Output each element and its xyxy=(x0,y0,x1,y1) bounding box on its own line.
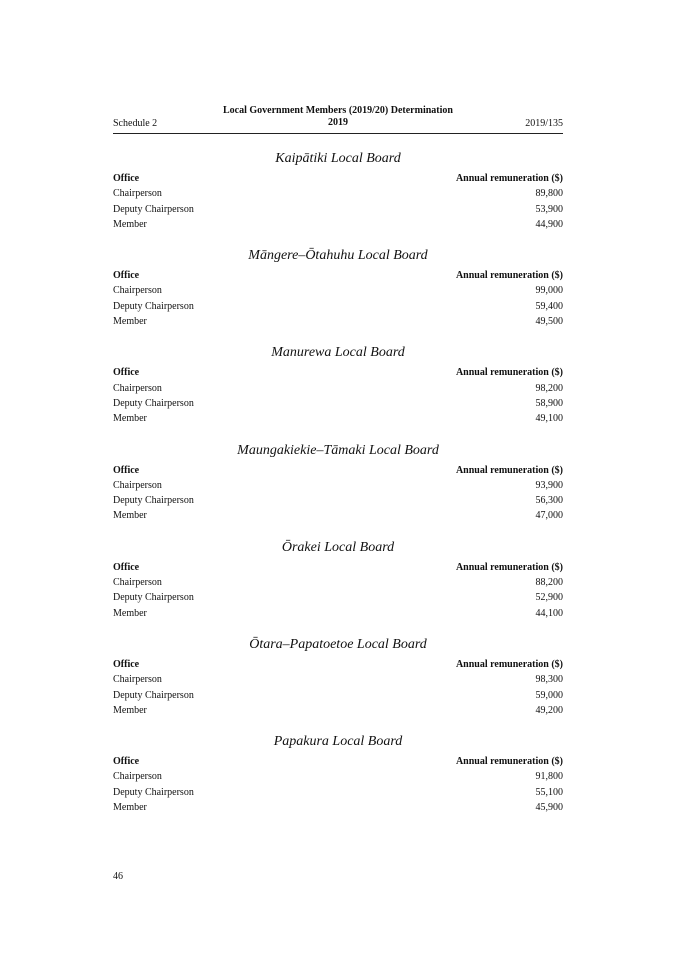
document-title xyxy=(113,105,563,129)
amount-cell: 56,300 xyxy=(535,495,563,507)
office-cell: Member xyxy=(113,704,147,716)
table-row xyxy=(113,396,563,411)
schedule-label: Schedule 2 xyxy=(113,118,158,129)
table-row xyxy=(113,283,563,298)
office-cell: Deputy Chairperson xyxy=(113,689,194,701)
office-cell: Deputy Chairperson xyxy=(113,786,194,798)
office-cell: Chairperson xyxy=(113,479,162,491)
office-column-header: Office xyxy=(113,561,140,573)
office-cell: Chairperson xyxy=(113,674,162,686)
table-row xyxy=(113,411,563,426)
amount-cell: 91,800 xyxy=(535,771,563,783)
table-row xyxy=(113,202,563,217)
document-title-line1: Local Government Members (2019/20) Determination xyxy=(223,105,453,116)
amount-cell: 98,200 xyxy=(535,382,563,394)
page-number: 46 xyxy=(113,871,123,882)
table-row xyxy=(113,590,563,605)
table-row xyxy=(113,606,563,621)
board-papakura xyxy=(113,732,563,815)
remuneration-tables xyxy=(113,149,563,829)
remuneration-column-header: Annual remuneration ($) xyxy=(455,561,563,573)
table-row xyxy=(113,478,563,493)
board-title: Papakura Local Board xyxy=(273,734,403,750)
board-mangere-otahuhu xyxy=(113,246,563,329)
office-cell: Member xyxy=(113,413,147,425)
office-column-header: Office xyxy=(113,367,140,379)
office-cell: Chairperson xyxy=(113,577,162,589)
document-number: 2019/135 xyxy=(525,118,563,129)
office-column-header: Office xyxy=(113,658,140,670)
board-title: Maungakiekie–Tāmaki Local Board xyxy=(237,442,439,458)
office-cell: Chairperson xyxy=(113,771,162,783)
board-maungakiekie-tamaki xyxy=(113,441,563,524)
amount-cell: 59,000 xyxy=(535,689,563,701)
table-row xyxy=(113,703,563,718)
board-kaipatiki xyxy=(113,149,563,232)
amount-cell: 98,300 xyxy=(535,674,563,686)
table-header-row xyxy=(113,560,563,575)
office-cell: Deputy Chairperson xyxy=(113,592,194,604)
office-cell: Deputy Chairperson xyxy=(113,397,194,409)
office-cell: Chairperson xyxy=(113,188,162,200)
office-cell: Member xyxy=(113,607,147,619)
board-orakei xyxy=(113,538,563,621)
table-row xyxy=(113,493,563,508)
amount-cell: 93,900 xyxy=(535,479,563,491)
document-title-line2: 2019 xyxy=(328,117,348,128)
amount-cell: 47,000 xyxy=(535,510,563,522)
amount-cell: 55,100 xyxy=(535,786,563,798)
table-row xyxy=(113,688,563,703)
office-column-header: Office xyxy=(113,270,140,282)
office-column-header: Office xyxy=(113,173,140,184)
table-row xyxy=(113,314,563,329)
table-row xyxy=(113,575,563,590)
office-cell: Deputy Chairperson xyxy=(113,300,194,312)
amount-cell: 58,900 xyxy=(535,397,563,409)
board-title: Manurewa Local Board xyxy=(271,345,405,361)
office-cell: Deputy Chairperson xyxy=(113,495,194,507)
amount-cell: 49,500 xyxy=(535,316,563,328)
amount-cell: 49,100 xyxy=(535,413,563,425)
remuneration-column-header: Annual remuneration ($) xyxy=(455,756,563,768)
board-title: Māngere–Ōtahuhu Local Board xyxy=(248,248,428,264)
office-cell: Chairperson xyxy=(113,382,162,394)
table-row xyxy=(113,769,563,784)
office-column-header: Office xyxy=(113,756,140,768)
office-cell: Member xyxy=(113,316,147,328)
remuneration-column-header: Annual remuneration ($) xyxy=(455,270,563,282)
table-header-row xyxy=(113,268,563,283)
remuneration-column-header: Annual remuneration ($) xyxy=(455,367,563,379)
table-row xyxy=(113,800,563,815)
running-header xyxy=(113,105,563,134)
table-row xyxy=(113,672,563,687)
amount-cell: 99,000 xyxy=(535,285,563,297)
board-manurewa xyxy=(113,343,563,426)
table-row xyxy=(113,186,563,201)
amount-cell: 44,100 xyxy=(535,607,563,619)
table-header-row xyxy=(113,754,563,769)
office-cell: Deputy Chairperson xyxy=(113,203,194,215)
table-row xyxy=(113,299,563,314)
office-cell: Chairperson xyxy=(113,285,162,297)
table-row xyxy=(113,508,563,523)
amount-cell: 44,900 xyxy=(535,218,563,230)
amount-cell: 52,900 xyxy=(535,592,563,604)
table-header-row xyxy=(113,463,563,478)
remuneration-column-header: Annual remuneration ($) xyxy=(455,464,563,476)
table-row xyxy=(113,785,563,800)
table-header-row xyxy=(113,365,563,380)
amount-cell: 59,400 xyxy=(535,300,563,312)
table-header-row xyxy=(113,171,563,186)
board-otara-papatoetoe xyxy=(113,635,563,718)
amount-cell: 53,900 xyxy=(535,203,563,215)
amount-cell: 49,200 xyxy=(535,704,563,716)
amount-cell: 88,200 xyxy=(535,577,563,589)
board-title: Kaipātiki Local Board xyxy=(275,151,401,166)
remuneration-column-header: Annual remuneration ($) xyxy=(455,658,563,670)
office-column-header: Office xyxy=(113,464,140,476)
amount-cell: 45,900 xyxy=(535,802,563,814)
table-row xyxy=(113,217,563,232)
remuneration-column-header: Annual remuneration ($) xyxy=(455,173,563,184)
amount-cell: 89,800 xyxy=(535,188,563,200)
board-title: Ōrakei Local Board xyxy=(281,539,395,555)
office-cell: Member xyxy=(113,218,147,230)
board-title: Ōtara–Papatoetoe Local Board xyxy=(249,636,427,652)
office-cell: Member xyxy=(113,510,147,522)
table-header-row xyxy=(113,657,563,672)
office-cell: Member xyxy=(113,802,147,814)
table-row xyxy=(113,381,563,396)
